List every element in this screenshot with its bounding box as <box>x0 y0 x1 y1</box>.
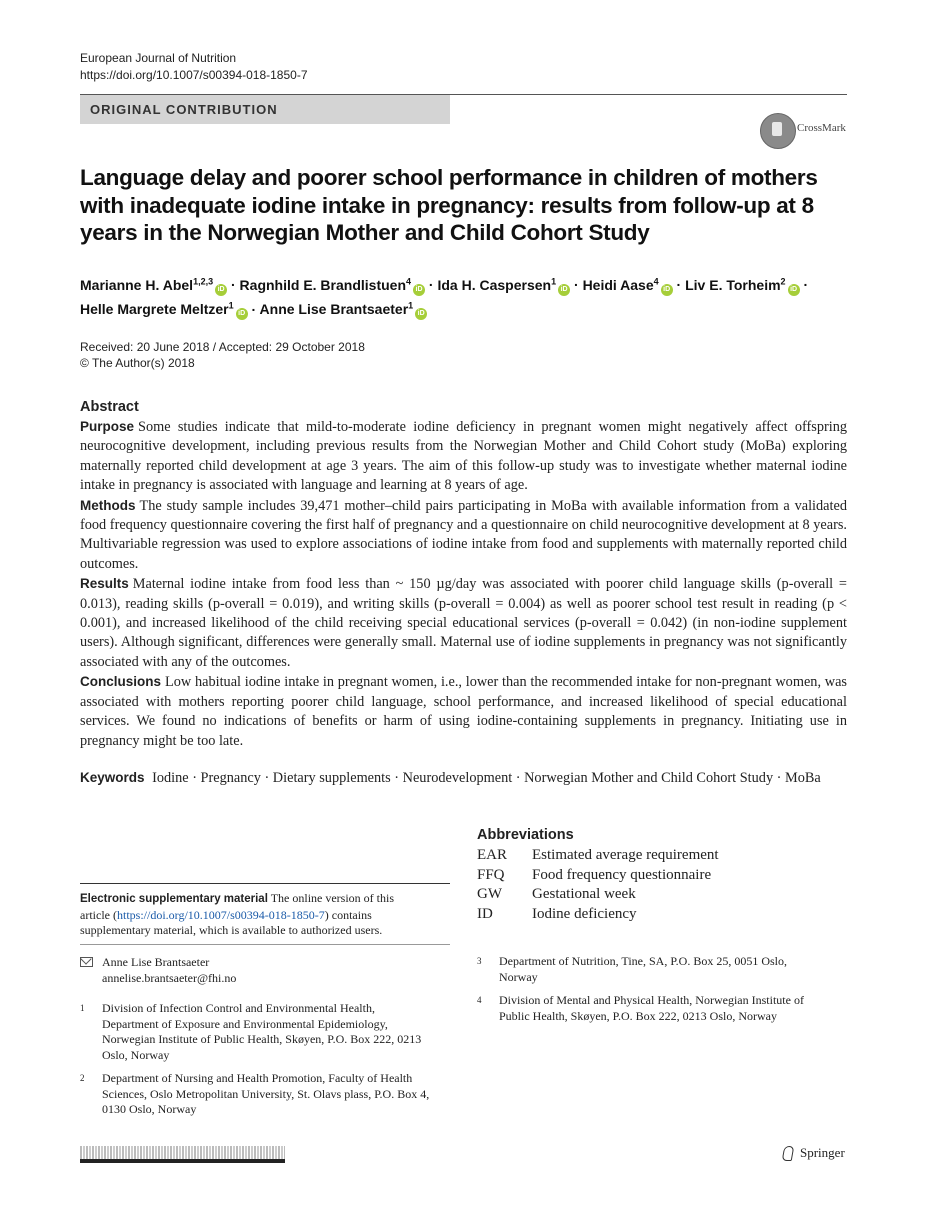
article-dates <box>80 339 365 371</box>
orcid-icon[interactable]: iD <box>413 284 425 296</box>
esm-text-after: ) contains supplementary material, which is available to authorized users. <box>80 907 383 937</box>
abbreviation-row <box>477 846 847 865</box>
footnote-rule <box>80 944 450 945</box>
orcid-icon[interactable]: iD <box>558 284 570 296</box>
abbr: EAR <box>477 847 507 864</box>
affiliation-text: Division of Infection Control and Environmental Health, Department of Exposure and Environmental Epidemiology, Norwegian Institute of Public Health, Skøyen, P.O. Box 222, 0213 Oslo, Norway <box>102 1001 422 1062</box>
orcid-icon[interactable]: iD <box>661 284 673 296</box>
author-affiliation-ref: 1 <box>408 300 414 311</box>
barcode-underline <box>80 1159 285 1163</box>
affiliation-number: 4 <box>477 995 482 1005</box>
journal-header <box>80 50 308 84</box>
envelope-icon <box>80 957 93 967</box>
correspondent-email[interactable]: annelise.brantsaeter@fhi.no <box>102 970 237 985</box>
author-name: Liv E. Torheim <box>685 276 781 293</box>
author-affiliation-ref: 4 <box>406 276 412 286</box>
abbreviations <box>477 826 847 924</box>
affiliation-text: Department of Nutrition, Tine, SA, P.O. Box 25, 0051 Oslo, Norway <box>499 954 788 984</box>
crossmark-label: CrossMark <box>797 122 846 134</box>
keywords-label: Keywords <box>80 770 145 785</box>
abstract-results <box>80 574 847 672</box>
affiliation-number: 3 <box>477 956 482 966</box>
author[interactable] <box>260 301 428 317</box>
affiliation <box>477 954 827 985</box>
abbreviation-row <box>477 905 847 924</box>
abbreviations-heading: Abbreviations <box>477 827 574 843</box>
abbr-definition: Iodine deficiency <box>532 905 637 922</box>
author[interactable] <box>80 301 248 317</box>
journal-name: European Journal of Nutrition <box>80 51 237 65</box>
purpose-text: Some studies indicate that mild-to-moderate iodine deficiency in pregnant women might negatively affect offspring neurocognitive development, including previous results from the Norwegian Mother and Child Cohort study (MoBa) exploring maternally reported child development at age 3 years. The aim of this follow-up study was to investigate whether maternal iodine intake in pregnancy is associated with language and learning at 8 years of age. <box>80 419 847 494</box>
esm-text-before: The online version of this article ( <box>80 891 395 922</box>
affiliation-number: 1 <box>80 1003 85 1013</box>
orcid-icon[interactable]: iD <box>236 308 248 320</box>
abbr: ID <box>477 905 493 922</box>
author-affiliation-ref: 2 <box>780 276 786 286</box>
abbr-definition: Estimated average requirement <box>532 847 719 864</box>
article-title: Language delay and poorer school performance in children of mothers with inadequate iodine intake in pregnancy: results from follow-up at 8 years in the Norwegian Mother and Child Cohort Study <box>80 165 818 245</box>
author[interactable] <box>80 277 227 293</box>
crossmark-badge[interactable] <box>760 113 850 147</box>
doi-link[interactable]: https://doi.org/10.1007/s00394-018-1850-7 <box>80 68 308 82</box>
received-accepted: Received: 20 June 2018 / Accepted: 29 October 2018 <box>80 340 365 354</box>
abstract-heading: Abstract <box>80 399 139 415</box>
author-list: Marianne H. Abel$^{1,2,3}$iD · Ragnhild E. Brandlistuen$^4$iD · Ida H. Caspersen$^1$iD · Heidi Aase$^4$iD · Liv E. Torheim$^2$iD · Helle Margrete Meltzer$^1$iD · Anne Lise Brantsaeter$^1$iD <box>80 271 840 320</box>
abbr: GW <box>477 886 502 903</box>
abbr: FFQ <box>477 866 505 883</box>
section-banner <box>80 95 450 124</box>
author[interactable] <box>685 277 799 293</box>
purpose-label: Purpose <box>80 419 135 434</box>
author-name: Heidi Aase <box>582 276 654 293</box>
abbreviation-row <box>477 866 847 885</box>
publisher-logo <box>782 1145 845 1161</box>
abbreviation-row <box>477 885 847 904</box>
copyright: © The Author(s) 2018 <box>80 356 195 370</box>
affiliation <box>80 1001 430 1063</box>
affiliation <box>80 1071 430 1118</box>
keywords <box>80 768 847 788</box>
abstract-purpose <box>80 417 847 496</box>
author-name: Marianne H. Abel <box>80 276 194 293</box>
results-text: Maternal iodine intake from food less than ~ 150 µg/day was associated with poorer child language skills (p-overall = 0.013), reading skills (p-overall = 0.019), and writing skills (p-overall = 0.004) as well as poorer school test result in reading (p < 0.001), and increased likelihood of the child receiving special educational services (p-overall = 0.042) (in non-iodine supplement users). Although significant, differences were generally small. Maternal use of iodine supplements in pregnancy was not significantly associated with any of the outcomes. <box>80 576 847 670</box>
conclusions-text: Low habitual iodine intake in pregnant women, i.e., lower than the recommended intake for non-pregnant women, was associated with mothers reporting poorer child language, school performance, and increased likelihood of special educational services. We found no indications of benefits or harm of using iodine-containing supplements in pregnancy. Initiating use in pregnancy might be too late. <box>80 674 847 749</box>
methods-label: Methods <box>80 497 136 513</box>
author-name: Ida H. Caspersen <box>437 276 552 293</box>
esm-label: Electronic supplementary material <box>80 893 268 905</box>
author-name: Helle Margrete Meltzer <box>80 301 229 318</box>
conclusions-label: Conclusions <box>80 674 162 690</box>
author-affiliation-ref: 1,2,3 <box>193 276 214 286</box>
author-affiliation-ref: 1 <box>551 276 557 286</box>
affiliation <box>477 993 827 1024</box>
author-affiliation-ref: 4 <box>653 276 659 286</box>
abstract-conclusions <box>80 672 847 751</box>
affiliation-text: Department of Nursing and Health Promotion, Faculty of Health Sciences, Oslo Metropolitan University, St. Olavs plass, P.O. Box 4, 0130 Oslo, Norway <box>102 1071 430 1116</box>
author[interactable] <box>583 277 673 293</box>
author[interactable] <box>437 277 570 293</box>
orcid-icon[interactable]: iD <box>788 284 800 296</box>
methods-text: The study sample includes 39,471 mother–child pairs participating in MoBa with available information from a validated food frequency questionnaire covering the first half of pregnancy and a questionnaire on child neurocognitive development at 8 years. Multivariable regression was used to explore associations of iodine intake from food and supplements with maternally reported child outcomes. <box>80 497 847 572</box>
correspondent-name: Anne Lise Brantsaeter <box>102 955 210 969</box>
footnote-rule <box>80 883 450 884</box>
section-label: ORIGINAL CONTRIBUTION <box>90 102 278 117</box>
crossmark-icon <box>760 113 796 149</box>
publisher-name: Springer <box>800 1145 845 1160</box>
abbr-definition: Food frequency questionnaire <box>532 866 712 883</box>
affiliation-text: Division of Mental and Physical Health, Norwegian Institute of Public Health, Skøyen, P.O. Box 222, 0213 Oslo, Norway <box>499 993 804 1023</box>
author-name: Anne Lise Brantsaeter <box>259 301 409 318</box>
esm-link[interactable]: https://doi.org/10.1007/s00394-018-1850-7 <box>116 907 325 922</box>
author-affiliation-ref: 1 <box>228 300 234 311</box>
springer-horse-icon <box>782 1145 794 1161</box>
results-label: Results <box>80 576 129 592</box>
orcid-icon[interactable]: iD <box>215 284 227 296</box>
affiliation-number: 2 <box>80 1073 85 1083</box>
orcid-icon[interactable]: iD <box>415 308 427 320</box>
abbr-definition: Gestational week <box>532 886 636 903</box>
keywords-text: Iodine · Pregnancy · Dietary supplements · Neurodevelopment · Norwegian Mother and Child Cohort Study · MoBa <box>152 770 821 786</box>
correspondence <box>80 955 425 986</box>
author-name: Ragnhild E. Brandlistuen <box>239 276 407 293</box>
author[interactable] <box>240 277 425 293</box>
supplementary-note <box>80 891 425 939</box>
abstract <box>80 398 847 751</box>
abstract-methods <box>80 496 847 575</box>
